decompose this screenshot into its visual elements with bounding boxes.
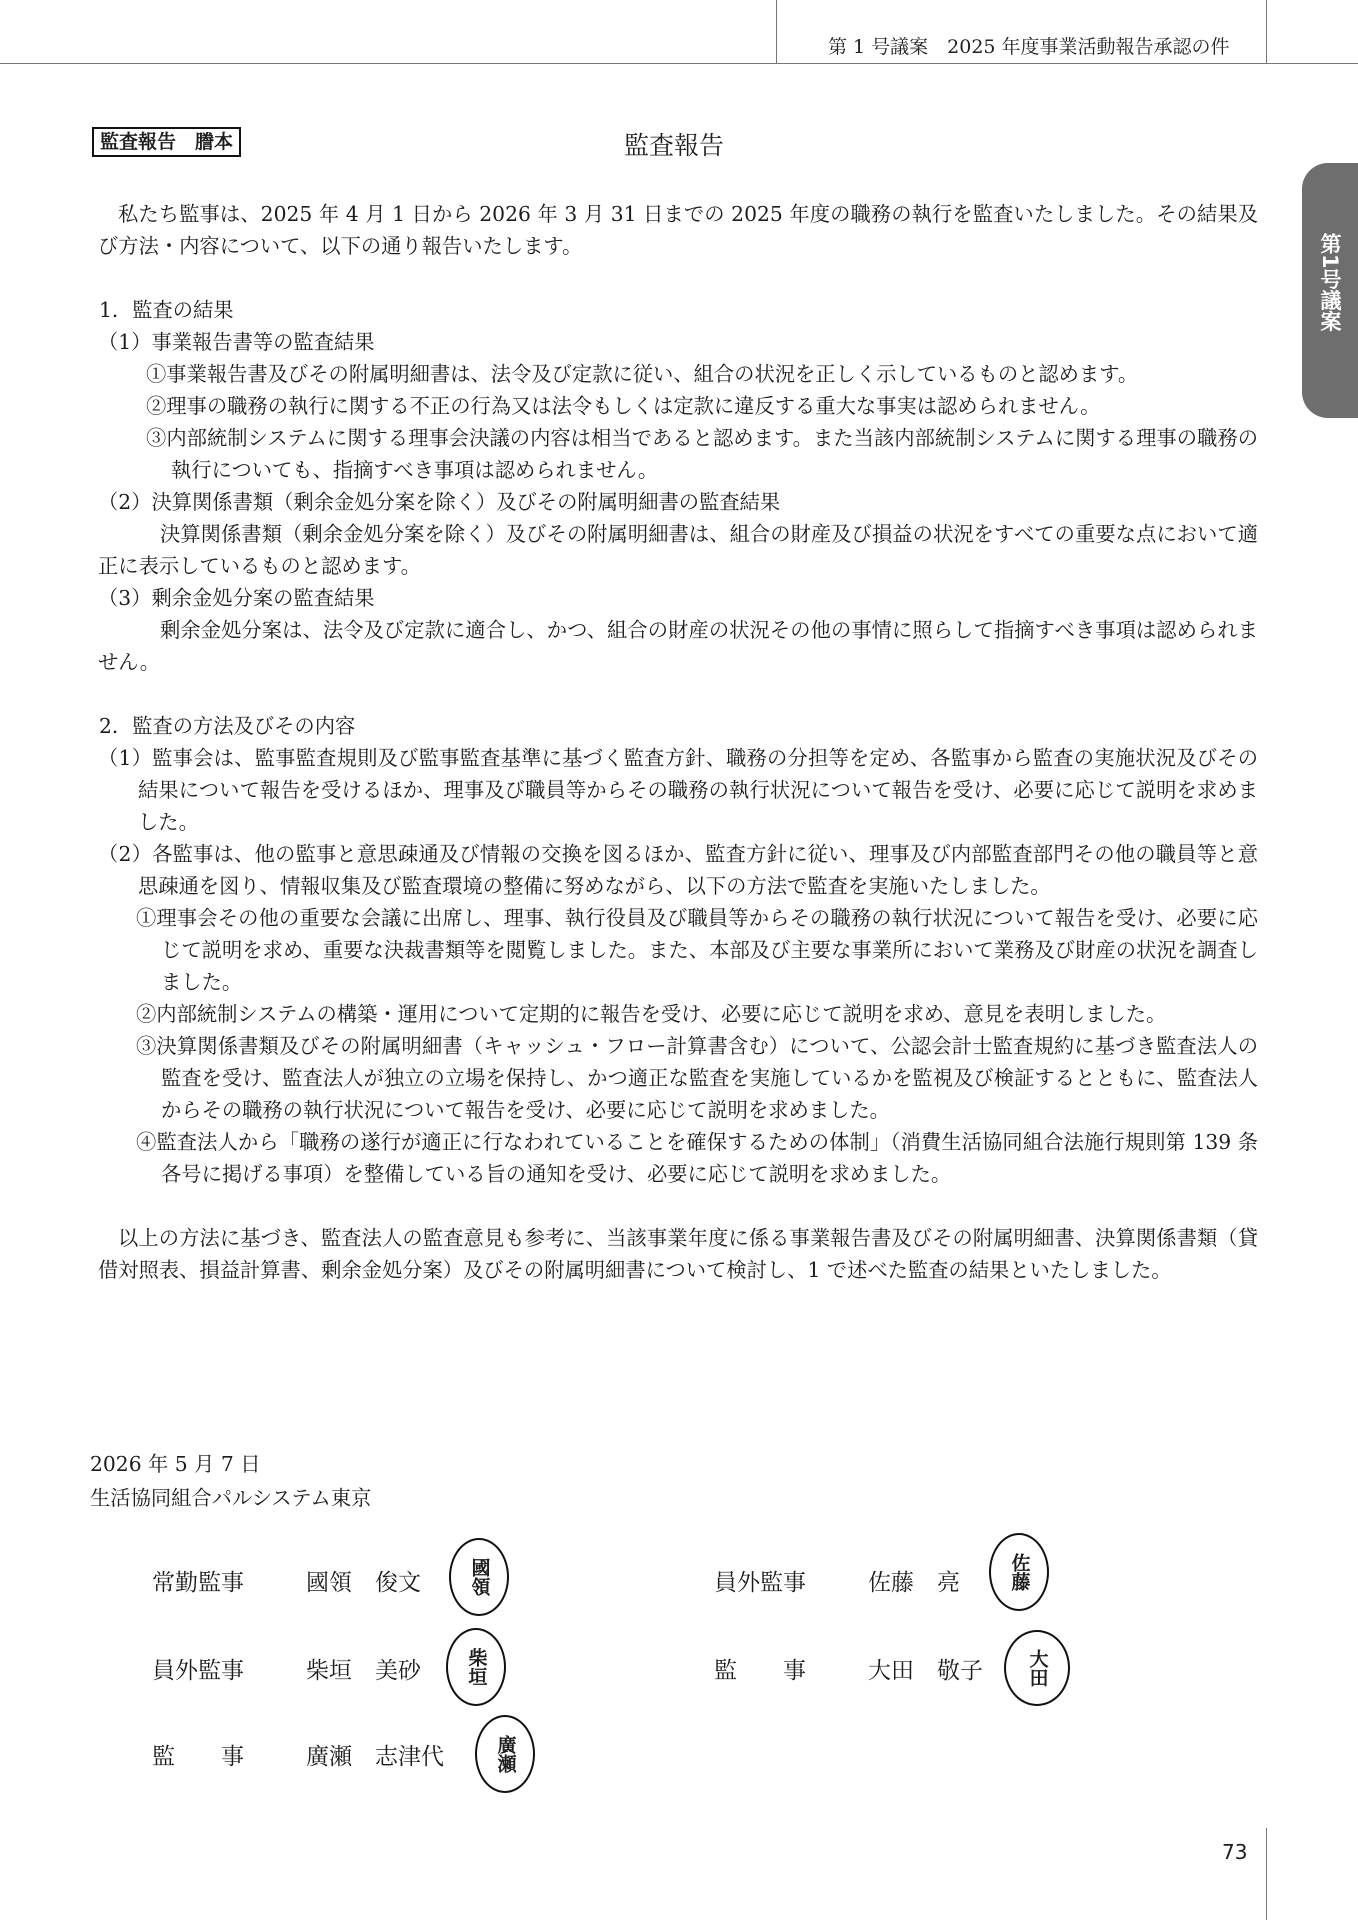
header-divider: [776, 0, 777, 63]
running-title: 第 1 号議案 2025 年度事業活動報告承認の件: [828, 36, 1230, 58]
section-heading: 1．監査の結果: [99, 298, 234, 322]
date-block: [90, 1447, 371, 1515]
list-item: ②理事の職務の執行に関する不正の行為又は法令もしくは定款に違反する重大な事実は認められません。: [146, 394, 1101, 418]
page-title: 監査報告: [624, 131, 725, 160]
seal-text: 柴垣: [465, 1648, 488, 1686]
list-item: ②内部統制システムの構築・運用について定期的に報告を受け、必要に応じて説明を求め、意見を表明しました。: [136, 1002, 1167, 1026]
subsection-heading: （3）剰余金処分案の監査結果: [98, 586, 375, 610]
intro-paragraph: 私たち監事は、2025 年 4 月 1 日から 2026 年 3 月 31 日までの 2025 年度の職務の執行を監査いたしました。その結果及び方法・内容について、以下の通り報告いたします。: [98, 202, 1258, 258]
signature-role: 員外監事: [714, 1570, 806, 1596]
seal-stamp: [475, 1715, 535, 1793]
subsection-body: 決算関係書類（剰余金処分案を除く）及びその附属明細書は、組合の財産及び損益の状況をすべての重要な点において適正に表示しているものと認めます。: [98, 522, 1258, 578]
footer-divider: [1266, 1828, 1267, 1920]
list-item: ④監査法人から「職務の遂行が適正に行なわれていることを確保するための体制」（消費生活協同組合法施行規則第 139 条各号に掲げる事項）を整備している旨の通知を受け、必要に応じて説明を求めました。: [136, 1130, 1258, 1186]
signature-role: 監 事: [152, 1744, 244, 1770]
seal-stamp: [989, 1533, 1049, 1611]
chapter-side-tab: [1302, 163, 1358, 418]
list-item: ③内部統制システムに関する理事会決議の内容は相当であると認めます。また当該内部統制システムに関する理事の職務の執行についても、指摘すべき事項は認められません。: [146, 426, 1258, 482]
signature-name: 佐藤 亮: [868, 1570, 960, 1596]
signature-role: 員外監事: [152, 1658, 244, 1684]
seal-text: 大田: [1026, 1649, 1049, 1687]
seal-text: 廣瀬: [494, 1735, 517, 1773]
signature-name: 廣瀬 志津代: [306, 1744, 444, 1770]
signature-role: 常勤監事: [152, 1570, 244, 1596]
signature-role: 監 事: [714, 1658, 806, 1684]
side-tab-label: 第1号議案: [1318, 233, 1342, 332]
conclusion-paragraph: 以上の方法に基づき、監査法人の監査意見も参考に、当該事業年度に係る事業報告書及びその附属明細書、決算関係書類（貸借対照表、損益計算書、剰余金処分案）及びその附属明細書について検討し、1 で述べた監査の結果といたしました。: [98, 1226, 1258, 1282]
section-heading: 2．監査の方法及びその内容: [99, 714, 356, 738]
subsection-body: 剰余金処分案は、法令及び定款に適合し、かつ、組合の財産の状況その他の事情に照らして指摘すべき事項は認められません。: [98, 618, 1258, 674]
page-number: 73: [1222, 1840, 1248, 1864]
signature-name: 柴垣 美砂: [306, 1658, 421, 1684]
subsection-heading: （1）事業報告書等の監査結果: [98, 330, 375, 354]
seal-stamp: [446, 1628, 506, 1706]
seal-stamp: [1004, 1630, 1070, 1706]
organization-name: 生活協同組合パルシステム東京: [90, 1486, 372, 1510]
header-divider: [1266, 0, 1267, 63]
seal-text: 佐藤: [1008, 1553, 1031, 1591]
signature-name: 大田 敬子: [868, 1658, 983, 1684]
seal-stamp: [449, 1538, 509, 1616]
box-label: 監査報告 謄本: [92, 127, 241, 157]
list-item: ③決算関係書類及びその附属明細書（キャッシュ・フロー計算書含む）について、公認会計士監査規約に基づき監査法人の監査を受け、監査法人が独立の立場を保持し、かつ適正な監査を実施しているかを監視及び検証するとともに、監査法人からその職務の執行状況について報告を受け、必要に応じて説明を求めました。: [136, 1034, 1258, 1122]
subsection-heading: （2）決算関係書類（剰余金処分案を除く）及びその附属明細書の監査結果: [98, 490, 781, 514]
subsection-paragraph: （1）監事会は、監事監査規則及び監事監査基準に基づく監査方針、職務の分担等を定め、各監事から監査の実施状況及びその結果について報告を受けるほか、理事及び職員等からその職務の執行状況について報告を受け、必要に応じて説明を求めました。: [98, 746, 1258, 834]
header-rule: [0, 63, 1358, 64]
signature-name: 國領 俊文: [306, 1570, 421, 1596]
report-date: 2026 年 5 月 7 日: [90, 1452, 261, 1476]
subsection-paragraph: （2）各監事は、他の監事と意思疎通及び情報の交換を図るほか、監査方針に従い、理事及び内部監査部門その他の職員等と意思疎通を図り、情報収集及び監査環境の整備に努めながら、以下の方法で監査を実施いたしました。: [98, 842, 1258, 898]
report-body: [98, 198, 1258, 1286]
list-item: ①事業報告書及びその附属明細書は、法令及び定款に従い、組合の状況を正しく示しているものと認めます。: [146, 362, 1139, 386]
list-item: ①理事会その他の重要な会議に出席し、理事、執行役員及び職員等からその職務の執行状況について報告を受け、必要に応じて説明を求め、重要な決裁書類等を閲覧しました。また、本部及び主要な事業所において業務及び財産の状況を調査しました。: [136, 906, 1258, 994]
seal-text: 國領: [468, 1558, 491, 1596]
